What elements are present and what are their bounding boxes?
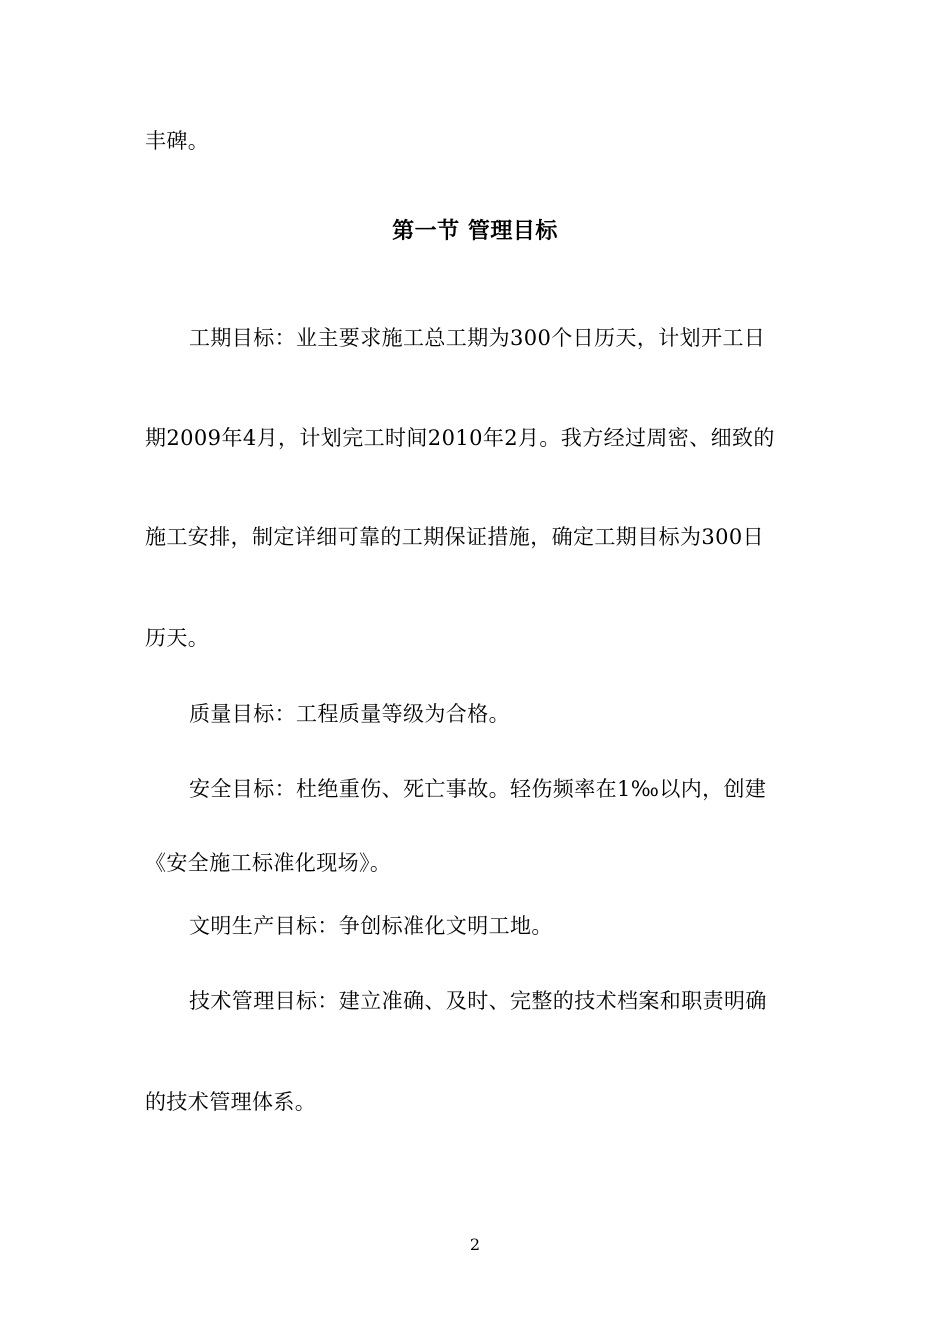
paragraph-schedule-goal-line-2: 期2009年4月，计划完工时间2010年2月。我方经过周密、细致的 xyxy=(145,426,775,450)
paragraph-technical-management-goal-line-2: 的技术管理体系。 xyxy=(145,1090,317,1114)
paragraph-schedule-goal-line-3: 施工安排，制定详细可靠的工期保证措施，确定工期目标为300日 xyxy=(145,525,765,549)
paragraph-safety-goal-line-2: 《安全施工标准化现场》。 xyxy=(145,851,392,875)
paragraph-schedule-goal-line-1: 工期目标：业主要求施工总工期为300个日历天，计划开工日 xyxy=(189,326,766,350)
page-number: 2 xyxy=(469,1235,481,1254)
section-heading: 第一节 管理目标 xyxy=(392,219,558,244)
paragraph-technical-management-goal-line-1: 技术管理目标：建立准确、及时、完整的技术档案和职责明确 xyxy=(189,989,767,1013)
text-line-continuation: 丰碑。 xyxy=(145,129,210,153)
paragraph-safety-goal-line-1: 安全目标：杜绝重伤、死亡事故。轻伤频率在1‰以内，创建 xyxy=(189,777,767,801)
paragraph-schedule-goal-line-4: 历天。 xyxy=(145,626,210,650)
paragraph-civilized-production-goal: 文明生产目标：争创标准化文明工地。 xyxy=(189,914,553,938)
paragraph-quality-goal: 质量目标：工程质量等级为合格。 xyxy=(189,702,510,726)
